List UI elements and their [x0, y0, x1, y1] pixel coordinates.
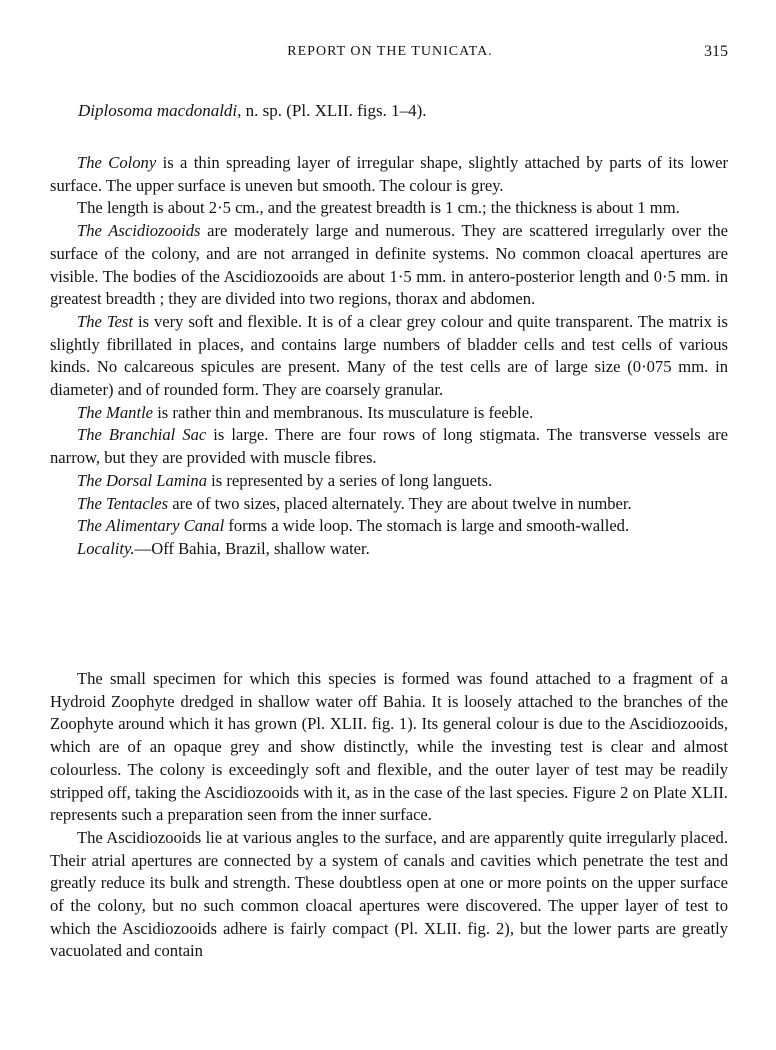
- species-heading-rest: n. sp. (Pl. XLII. figs. 1–4).: [241, 101, 427, 120]
- term-label: The Branchial Sac: [77, 425, 207, 445]
- description-colony: [50, 152, 728, 197]
- description-alimentary-canal: [50, 515, 728, 538]
- running-title: REPORT ON THE TUNICATA.: [287, 44, 493, 59]
- description-dimensions: [50, 197, 728, 220]
- description-text: is represented by a series of long languets.: [207, 470, 493, 490]
- term-label: Locality.: [77, 538, 135, 558]
- description-text: is rather thin and membranous. Its musculature is feeble.: [153, 402, 534, 422]
- description-text: —Off Bahia, Brazil, shallow water.: [134, 538, 370, 558]
- term-label: The Tentacles: [77, 493, 169, 513]
- species-heading: [78, 101, 427, 121]
- description-text: forms a wide loop. The stomach is large and smooth-walled.: [224, 516, 630, 536]
- term-label: The Colony: [77, 153, 157, 172]
- discussion-paragraph: The Ascidiozooids lie at various angles to the surface, and are apparently quite irregularly placed. Their atrial apertures are connected by a system of canals and cavities which penetrate the test and greatly reduce its bulk and strength. These doubtless open at one or more points on the upper surface of the colony, but no such common cloacal apertures were discovered. The upper layer of test to which the Ascidiozooids adhere is fairly compact (Pl. XLII. fig. 2), but the lower parts are greatly vacuolated and contain: [50, 827, 728, 961]
- page-header: [52, 44, 728, 68]
- term-label: The Ascidiozooids: [77, 221, 201, 241]
- description-mantle: [50, 402, 728, 425]
- description-text: is very soft and flexible. It is of a clear grey colour and quite transparent. The matrix is slightly fibrillated in places, and contains large numbers of bladder cells and test cells of various kinds. No calcareous spicules are present. Many of the test cells are of large size (0·075 mm. in diameter) and of rounded form. They are coarsely granular.: [50, 311, 728, 400]
- description-text: is large. There are four rows of long stigmata. The transverse vessels are narrow, but they are provided with muscle fibres.: [50, 425, 728, 468]
- description-ascidiozooids: [50, 220, 728, 311]
- description-branchial-sac: [50, 424, 728, 469]
- description-text: is a thin spreading layer of irregular shape, slightly attached by parts of its lower surface. The upper surface is uneven but smooth. The colour is grey.: [50, 153, 728, 195]
- description-dorsal-lamina: [50, 470, 728, 493]
- description-test: [50, 311, 728, 402]
- species-description: [50, 152, 728, 561]
- term-label: The Dorsal Lamina: [77, 470, 208, 490]
- description-text: are of two sizes, placed alternately. They are about twelve in number.: [168, 493, 632, 513]
- discussion: [50, 668, 728, 963]
- term-label: The Alimentary Canal: [77, 516, 225, 536]
- description-text: The length is about 2·5 cm., and the greatest breadth is 1 cm.; the thickness is about 1 mm.: [77, 198, 680, 218]
- description-text: are moderately large and numerous. They are scattered irregularly over the surface of the colony, and are not arranged in definite systems. No common cloacal apertures are visible. The bodies of the Ascidiozooids are about 1·5 mm. in antero-posterior length and 0·5 mm. in greatest breadth ; they are divided into two regions, thorax and abdomen.: [50, 221, 728, 309]
- description-tentacles: [50, 493, 728, 516]
- term-label: The Test: [77, 311, 133, 331]
- page-number: 315: [704, 43, 728, 60]
- discussion-paragraph: The small specimen for which this species is formed was found attached to a fragment of a Hydroid Zoophyte dredged in shallow water off Bahia. It is loosely attached to the branches of the Zoophyte around which it has grown (Pl. XLII. fig. 1). Its general colour is due to the Ascidiozooids, which are of an opaque grey and show distinctly, while the investing test is clear and almost colourless. The colony is exceedingly soft and flexible, and the outer layer of test may be readily stripped off, taking the Ascidiozooids with it, as in the case of the last species. Figure 2 on Plate XLII. represents such a preparation seen from the inner surface.: [50, 669, 728, 825]
- term-label: The Mantle: [77, 402, 154, 422]
- species-name: Diplosoma macdonaldi,: [78, 101, 242, 120]
- description-locality: [50, 538, 728, 561]
